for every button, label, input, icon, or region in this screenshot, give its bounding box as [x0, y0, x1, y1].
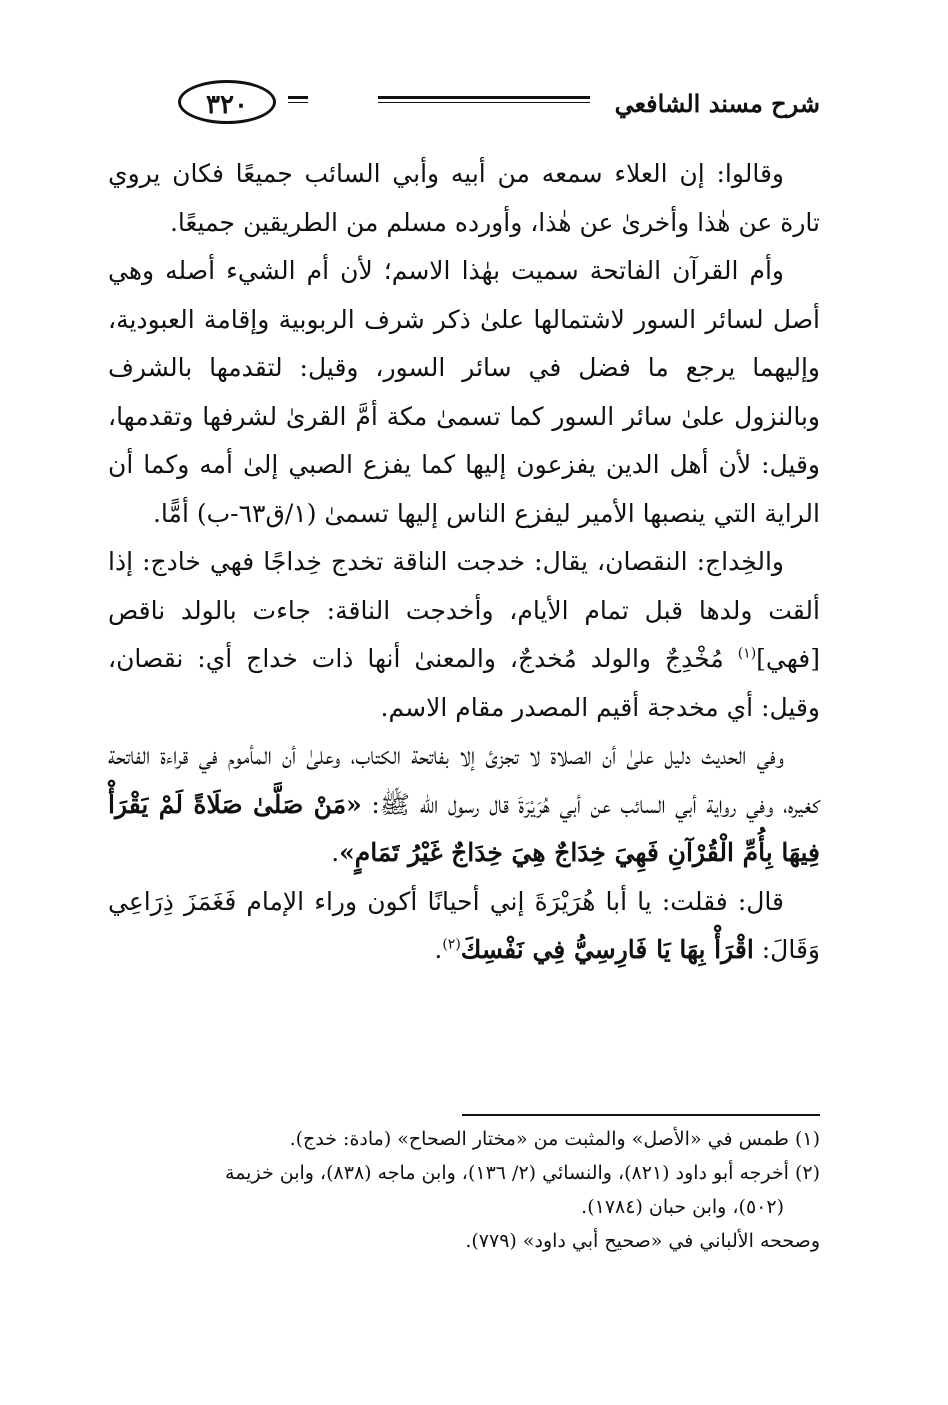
paragraph [108, 878, 820, 975]
page-number-badge: ٣٢٠ [178, 80, 276, 124]
paragraph: وأم القرآن الفاتحة سميت بهٰذا الاسم؛ لأن أم الشيء أصله وهي أصل لسائر السور لاشتمالها علىٰ ذكر شرف الربوبية وإقامة العبودية، وإليهما يرجع ما فضل في سائر السور، وقيل: لتقدمها بالشرف وبالنزول علىٰ سائر السور كما تسمىٰ مكة أمَّ القرىٰ لشرفها وتقدمها، وقيل: لأن أهل الدين يفزعون إليها كما يفزع الصبي إلىٰ أمه وكما أن الراية التي ينصبها الأمير ليفزع الناس إليها تسمىٰ (١/ق٦٣-ب) أمًّا. [108, 256, 820, 528]
text-span: قال: فقلت: يا أبا هُرَيْرَةَ إني أحيانًا أكون وراء الإمام فَغَمَزَ ذِرَاعِي وَقَالَ: [108, 886, 820, 964]
text-span: وفي الحديث دليل علىٰ أن الصلاة لا تجزئ إلا بفاتحة الكتاب، وعلىٰ أن المأموم في قراءة الفاتحة كغيره، وفي رواية أبي السائب عن أبي هُرَيْرَةَ قال رسول الله ﷺ: [108, 741, 821, 819]
running-header [108, 80, 820, 140]
hadith-quote: «مَنْ صَلَّىٰ صَلَاةً لَمْ يَقْرَأْ فِيهَا بِأُمِّ الْقُرْآنِ فَهِيَ خِدَاجٌ هِيَ خِدَاجٌ غَيْرُ تَمَامٍ» [108, 789, 820, 867]
footnote: (١) طمس في «الأصل» والمثبت من «مختار الصحاح» (مادة: خدج). [289, 1128, 820, 1150]
main-text [108, 150, 820, 975]
footnote-ref: (٢) [442, 936, 461, 953]
footnotes [108, 1122, 820, 1258]
header-double-rule [378, 96, 590, 108]
footnote: (٢) أخرجه أبو داود (٨٢١)، والنسائي (٢/ ١٣٦)، وابن ماجه (٨٣٨)، وابن خزيمة [225, 1162, 820, 1184]
paragraph: وقالوا: إن العلاء سمعه من أبيه وأبي السائب جميعًا فكان يروي تارة عن هٰذا وأخرىٰ عن هٰذا، وأورده مسلم من الطريقين جميعًا. [108, 159, 820, 237]
quote-text: اقْرَأْ بِهَا يَا فَارِسِيُّ فِي نَفْسِكَ [460, 935, 754, 964]
footnote-separator [462, 1114, 820, 1116]
text-span: مُخْدِجٌ والولد مُخدجٌ، والمعنىٰ أنها ذات خداج أي: نقصان، وقيل: أي مخدجة أقيم المصدر مقام الاسم. [108, 644, 820, 722]
paragraph [108, 732, 820, 878]
footnote-continuation: (٥٠٢)، وابن حبان (١٧٨٤). [581, 1196, 784, 1218]
paragraph [108, 538, 820, 732]
text-span: . [331, 838, 340, 867]
header-end-ornament [288, 96, 308, 108]
text-span: والخِداج: النقصان، يقال: خدجت الناقة تخدج خِداجًا فهي خادج: إذا ألقت ولدها قبل تمام الأيام، وأخدجت الناقة: جاءت بالولد ناقص [فهي] [108, 547, 820, 673]
text-span: . [434, 935, 443, 964]
header-title: شرح مسند الشافعي [614, 89, 820, 118]
footnote: وصححه الألباني في «صحيح أبي داود» (٧٧٩). [465, 1230, 820, 1252]
footnote-ref: (١) [737, 645, 757, 662]
